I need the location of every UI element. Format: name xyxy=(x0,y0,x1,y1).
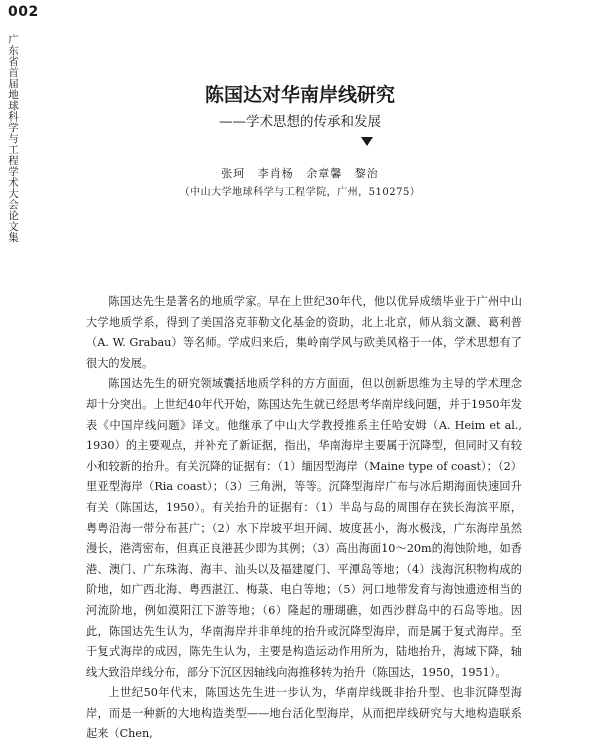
author-name: 黎治 xyxy=(354,167,379,180)
author-name: 张珂 xyxy=(221,167,246,180)
author-affiliation: （中山大学地球科学与工程学院，广州，510275） xyxy=(179,187,421,198)
author-name: 李肖杨 xyxy=(257,167,294,180)
body-paragraph: 陈国达先生是著名的地质学家。早在上世纪30年代，他以优异成绩毕业于广州中山大学地质学系，得到了美国洛克菲勒文化基金的资助，北上北京，师从翁文灏、葛利普（A. W. Grabau）等名师。学成归来后，集岭南学风与欧美风格于一体，学术思想有了很大的发展。 xyxy=(86,295,522,370)
author-name: 余章馨 xyxy=(306,167,343,180)
article-body xyxy=(86,292,522,745)
down-triangle-icon xyxy=(361,137,373,146)
article-subtitle: ——学术思想的传承和发展 xyxy=(219,114,381,130)
body-paragraph: 陈国达先生的研究领域囊括地质学科的方方面面，但以创新思维为主导的学术理念却十分突出。上世纪40年代开始，陈国达先生就已经思考华南岸线问题，并于1950年发表《中国岸线问题》译文。他继承了中山大学教授推系主任哈安姆（A. Heim et al., 1930）的主要观点，并补充了新证据，指出，华南海岸主要属于沉降型，但同时又有较小和较新的抬升。有关沉降的证据有：（1）缅因型海岸（Maine type of coast）；（2）里亚型海岸（Ria coast）；（3）三角洲，等等。沉降型海岸广布与冰后期海面快速回升有关（陈国达，1950）。有关抬升的证据有：（1）半岛与岛的周围存在狭长海滨平原，粤粤沿海一带分布甚广；（2）水下岸坡平坦开阔、坡度甚小，海水极浅，广东海岸虽然漫长，港湾密布，但真正良港甚少即为其例；（3）高出海面10～20m的海蚀阶地，如香港、澳门、广东珠海、海丰、汕头以及福建厦门、平潭岛等地；（4）浅海沉积物构成的阶地，如广西北海、粤西湛江、梅菉、电白等地；（5）河口地带发育与海蚀遗迹相当的河流阶地，例如漠阳江下游等地；（6）隆起的珊瑚礁，如西沙群岛中的石岛等地。因此，陈国达先生认为，华南海岸并非单纯的抬升或沉降型海岸，而是属于复式海岸。至于复式海岸的成因，陈先生认为，主要是构造运动作用所为，陆地抬升，海域下降，轴线大致沿岸线分布，部分下沉区因轴线向海推移转为抬升（陈国达，1950，1951）。 xyxy=(86,377,522,679)
author-list xyxy=(0,165,600,181)
page-number: 002 xyxy=(8,4,39,20)
body-paragraph: 上世纪50年代末，陈国达先生进一步认为，华南岸线既非抬升型、也非沉降型海岸，而是一种新的大地构造类型——地台活化型海岸，从而把岸线研究与大地构造联系起来（Chen, xyxy=(86,686,522,741)
running-header-vertical: 广东省首届地球科学与工程学术大会论文集 xyxy=(7,34,19,243)
article-title: 陈国达对华南岸线研究 xyxy=(204,84,395,106)
